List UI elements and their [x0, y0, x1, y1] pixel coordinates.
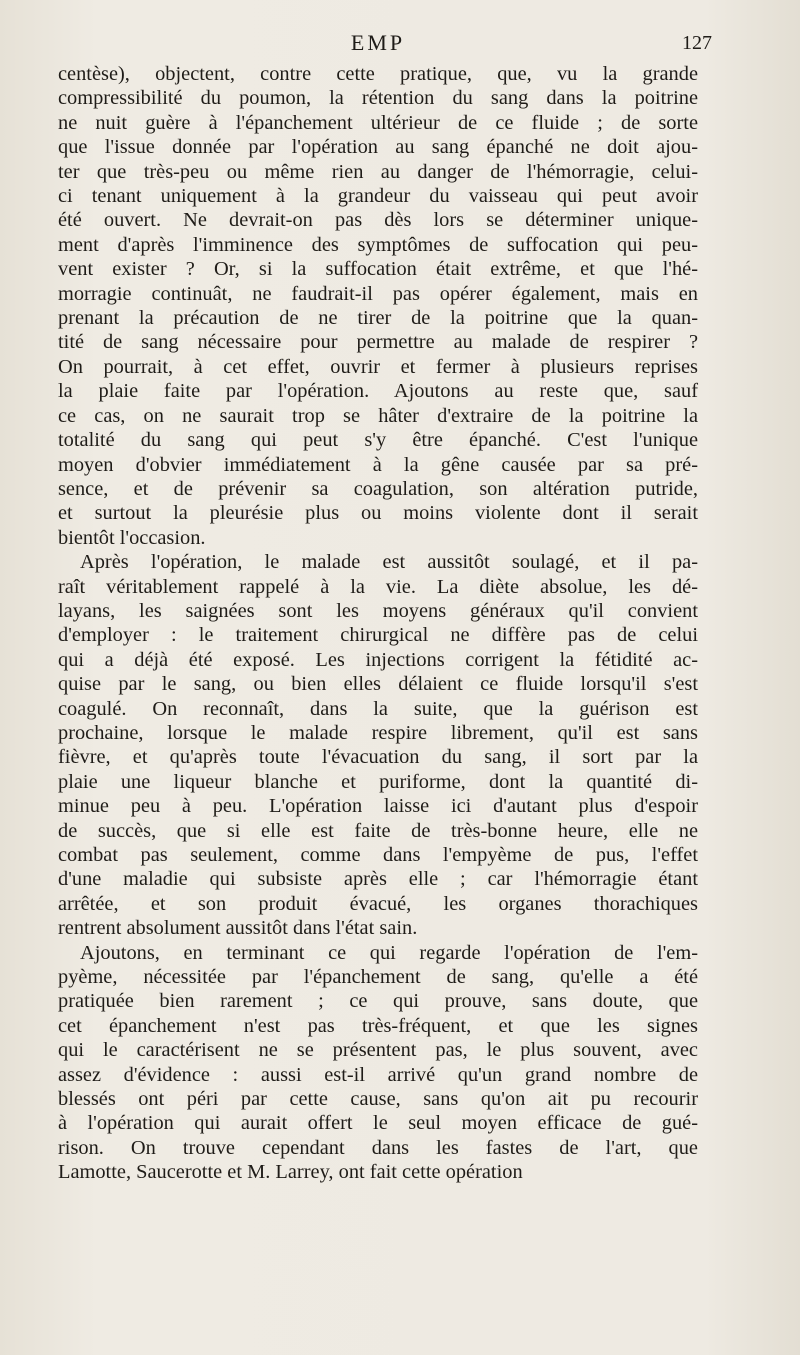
text-line: Ajoutons, en terminant ce qui regarde l'opération de l'em-	[80, 941, 698, 964]
text-line: ment d'après l'imminence des symptômes de suffocation qui peu-	[58, 233, 698, 256]
text-line: coagulé. On reconnaît, dans la suite, que la guérison est	[58, 697, 698, 720]
text-line: ci tenant uniquement à la grandeur du vaisseau qui peut avoir	[58, 185, 698, 208]
paragraph	[58, 62, 698, 550]
text-line: ter que très-peu ou même rien au danger de l'hémorragie, celui-	[58, 160, 698, 183]
text-line: et surtout la pleurésie plus ou moins violente dont il serait	[58, 502, 698, 525]
text-line: arrêtée, et son produit évacué, les organes thorachiques	[58, 892, 698, 915]
text-line: On pourrait, à cet effet, ouvrir et fermer à plusieurs reprises	[58, 355, 698, 378]
text-line: qui le caractérisent ne se présentent pas, le plus souvent, avec	[58, 1039, 698, 1062]
text-line: sence, et de prévenir sa coagulation, son altération putride,	[58, 477, 698, 500]
text-line: compressibilité du poumon, la rétention du sang dans la poitrine	[58, 87, 698, 110]
text-line: moyen d'obvier immédiatement à la gêne causée par sa pré-	[58, 453, 698, 476]
text-line: pyème, nécessitée par l'épanchement de sang, qu'elle a été	[58, 966, 698, 989]
text-line: rentrent absolument aussitôt dans l'état sain.	[58, 917, 418, 940]
text-line: pratiquée bien rarement ; ce qui prouve, sans doute, que	[58, 990, 698, 1013]
text-line: assez d'évidence : aussi est-il arrivé qu'un grand nombre de	[58, 1063, 698, 1086]
text-line: la plaie faite par l'opération. Ajoutons au reste que, sauf	[58, 380, 698, 403]
text-line: minue peu à peu. L'opération laisse ici d'autant plus d'espoir	[58, 795, 698, 818]
text-line: layans, les saignées sont les moyens généraux qu'il convient	[58, 599, 698, 622]
text-line: de succès, que si elle est faite de très-bonne heure, elle ne	[58, 819, 698, 842]
text-line: ce cas, on ne saurait trop se hâter d'extraire de la poitrine la	[58, 404, 698, 427]
text-line: prenant la précaution de ne tirer de la poitrine que la quan-	[58, 307, 698, 330]
text-line: à l'opération qui aurait offert le seul moyen efficace de gué-	[58, 1112, 698, 1135]
page-number: 127	[682, 32, 712, 54]
text-line: plaie une liqueur blanche et puriforme, dont la quantité di-	[58, 770, 698, 793]
text-line: Lamotte, Saucerotte et M. Larrey, ont fait cette opération	[58, 1161, 523, 1184]
text-line: morragie continuât, ne faudrait-il pas opérer également, mais en	[58, 282, 698, 305]
body-text	[58, 62, 698, 1185]
text-line: rison. On trouve cependant dans les fastes de l'art, que	[58, 1136, 698, 1159]
text-line: vent exister ? Or, si la suffocation était extrême, et que l'hé-	[58, 258, 698, 281]
text-line: raît véritablement rappelé à la vie. La diète absolue, les dé-	[58, 575, 698, 598]
paragraph	[58, 550, 698, 941]
text-line: cet épanchement n'est pas très-fréquent, et que les signes	[58, 1014, 698, 1037]
text-line: prochaine, lorsque le malade respire librement, qu'il est sans	[58, 721, 698, 744]
text-line: quise par le sang, ou bien elles délaient ce fluide lorsqu'il s'est	[58, 673, 698, 696]
text-line: que l'issue donnée par l'opération au sang épanché ne doit ajou-	[58, 136, 698, 159]
text-line: d'employer : le traitement chirurgical ne diffère pas de celui	[58, 624, 698, 647]
text-line: ne nuit guère à l'épanchement ultérieur de ce fluide ; de sorte	[58, 111, 698, 134]
paragraph	[58, 941, 698, 1185]
text-line: fièvre, et qu'après toute l'évacuation du sang, il sort par la	[58, 746, 698, 769]
text-line: tité de sang nécessaire pour permettre au malade de respirer ?	[58, 331, 698, 354]
text-line: d'une maladie qui subsiste après elle ; car l'hémorragie étant	[58, 868, 698, 891]
running-head	[58, 30, 712, 60]
text-line: Après l'opération, le malade est aussitôt soulagé, et il pa-	[80, 551, 698, 574]
text-line: totalité du sang qui peut s'y être épanché. C'est l'unique	[58, 429, 698, 452]
text-line: qui a déjà été exposé. Les injections corrigent la fétidité ac-	[58, 648, 698, 671]
text-line: centèse), objectent, contre cette pratique, que, vu la grande	[58, 63, 698, 85]
text-line: blessés ont péri par cette cause, sans qu'on ait pu recourir	[58, 1088, 698, 1111]
running-head-title: EMP	[350, 30, 406, 55]
text-line: combat pas seulement, comme dans l'empyème de pus, l'effet	[58, 844, 698, 866]
text-line: bientôt l'occasion.	[58, 526, 206, 549]
text-line: été ouvert. Ne devrait-on pas dès lors se déterminer unique-	[58, 209, 698, 232]
